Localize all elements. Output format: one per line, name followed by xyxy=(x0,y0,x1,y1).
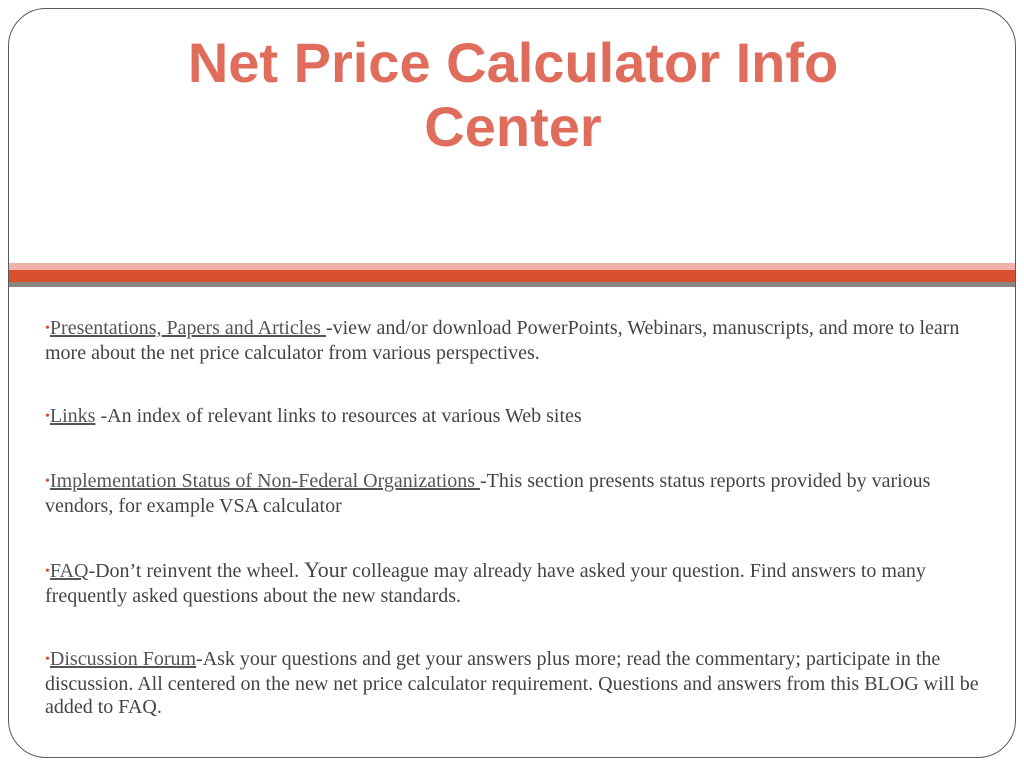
slide-title xyxy=(8,31,1016,159)
list-item-faq xyxy=(45,558,990,608)
faq-description-start: -Don’t reinvent the wheel. xyxy=(88,560,305,582)
presentations-link[interactable]: Presentations, Papers and Articles xyxy=(49,317,326,339)
faq-description-end: colleague may already have asked your question. Find answers to many frequently asked questions about the new standards. xyxy=(45,560,926,607)
slide-title-line-2: Center xyxy=(424,95,602,158)
bullet-icon: • xyxy=(45,321,50,336)
bullet-icon: • xyxy=(45,409,50,424)
bullet-icon: • xyxy=(45,652,50,667)
bullet-icon: • xyxy=(45,564,50,579)
implementation-status-description: -This section presents status reports provided by various vendors, for example VSA calculator xyxy=(45,470,931,517)
links-link[interactable]: Links xyxy=(49,405,96,427)
presentations-description: -view and/or download PowerPoints, Webinars, manuscripts, and more to learn more about the net price calculator from various perspectives. xyxy=(45,317,960,364)
discussion-forum-link[interactable]: Discussion Forum xyxy=(49,648,197,670)
links-description: -An index of relevant links to resources at various Web sites xyxy=(95,405,582,427)
slide-title-line-1: Net Price Calculator Info xyxy=(187,31,839,94)
faq-description-emphasis: Your xyxy=(304,557,348,582)
list-item-implementation-status xyxy=(45,470,990,518)
list-item-presentations xyxy=(45,317,990,365)
faq-link[interactable]: FAQ xyxy=(49,560,89,582)
bullet-list xyxy=(45,317,990,719)
bullet-icon: • xyxy=(45,474,50,489)
discussion-forum-description: -Ask your questions and get your answers plus more; read the commentary; participate in the discussion. All centered on the new net price calculator requirement. Questions and answers from this BLOG will be added to FAQ. xyxy=(45,648,979,718)
list-item-discussion-forum xyxy=(45,648,990,719)
header-band-gray xyxy=(9,282,1016,287)
list-item-links xyxy=(45,405,990,430)
slide xyxy=(8,8,1016,758)
header-band-main xyxy=(9,270,1016,282)
header-band-light xyxy=(9,263,1016,270)
implementation-status-link[interactable]: Implementation Status of Non-Federal Organizations xyxy=(49,470,480,492)
